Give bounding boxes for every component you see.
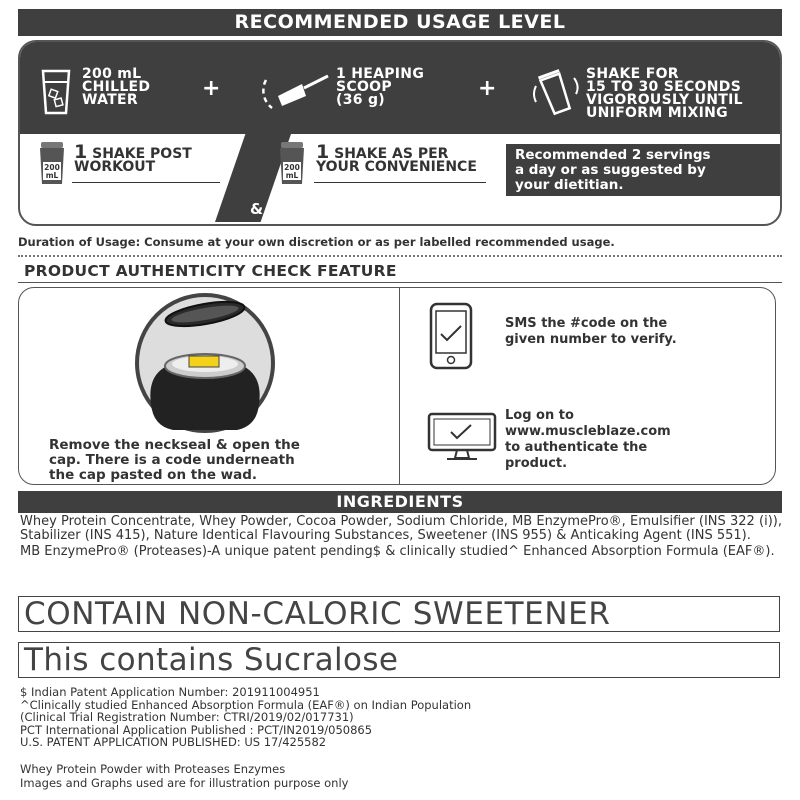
panel-divider bbox=[399, 288, 400, 484]
shake-post-workout: 1 SHAKE POST WORKOUT bbox=[74, 141, 192, 175]
non-caloric-sweetener-notice: CONTAIN NON-CALORIC SWEETENER bbox=[18, 596, 780, 632]
shaker-icon bbox=[532, 66, 582, 118]
separator-line bbox=[18, 282, 782, 283]
bottle-volume-label: 200 mL bbox=[44, 163, 60, 180]
divider-line bbox=[314, 182, 486, 183]
scoop-icon bbox=[258, 66, 332, 116]
usage-panel bbox=[18, 40, 782, 226]
ingredients-title-bar: INGREDIENTS bbox=[18, 491, 782, 513]
sucralose-notice: This contains Sucralose bbox=[18, 642, 780, 678]
dotted-separator bbox=[18, 255, 782, 257]
usage-steps-band bbox=[20, 42, 780, 134]
authenticity-panel bbox=[18, 287, 776, 485]
computer-monitor-icon bbox=[427, 412, 497, 462]
patent-footnotes: $ Indian Patent Application Number: 201911004951 ^Clinically studied Enhanced Absorption Formula (EAF®) on Indian Population (Clinical Trial Registration Number: CTRI/2019/02/017731) PCT International Application Published : PCT/IN2019/050865 U.S. PATENT APPLICATION PUBLISHED: US 17/425582 bbox=[20, 685, 472, 749]
usage-title-bar: RECOMMENDED USAGE LEVEL bbox=[18, 9, 782, 36]
plus-sign: + bbox=[478, 76, 497, 101]
neckseal-instructions: Remove the neckseal & open the cap. There is a code underneath the cap pasted on the wad. bbox=[49, 437, 300, 483]
footer-notes: Whey Protein Powder with Proteases Enzymes Images and Graphs used are for illustration purpose only bbox=[20, 762, 349, 790]
bottle-volume-label: 200 mL bbox=[284, 163, 300, 180]
divider-line bbox=[72, 182, 220, 183]
jar-cap-illustration bbox=[117, 292, 293, 434]
authenticity-title: PRODUCT AUTHENTICITY CHECK FEATURE bbox=[24, 262, 397, 280]
mobile-phone-icon bbox=[429, 302, 473, 370]
duration-of-usage: Duration of Usage: Consume at your own discretion or as per labelled recommended usage. bbox=[18, 235, 615, 249]
step-scoop: 1 HEAPING SCOOP (36 g) bbox=[336, 66, 425, 108]
step-shake: SHAKE FOR 15 TO 30 SECONDS VIGOROUSLY UNTIL UNIFORM MIXING bbox=[586, 66, 743, 121]
website-instructions: Log on to www.muscleblaze.com to authenticate the product. bbox=[505, 408, 671, 471]
ingredients-text bbox=[20, 515, 782, 561]
ingredients-list: Whey Protein Concentrate, Whey Powder, Cocoa Powder, Sodium Chloride, MB EnzymePro®, Emulsifier (INS 322 (i)), Stabilizer (INS 415), Nature Identical Flavouring Substances, Sweetener (INS 955) & Anticaking Agent (INS 551). bbox=[20, 514, 782, 543]
recommended-servings-note: Recommended 2 servings a day or as suggested by your dietitian. bbox=[506, 144, 782, 196]
sms-instructions: SMS the #code on the given number to verify. bbox=[505, 316, 677, 347]
shake-as-per-convenience: 1 SHAKE AS PER YOUR CONVENIENCE bbox=[316, 141, 477, 175]
enzymepro-description: MB EnzymePro® (Proteases)-A unique patent pending$ & clinically studied^ Enhanced Absorption Formula (EAF®). bbox=[20, 544, 775, 559]
water-glass-icon bbox=[40, 68, 72, 116]
ampersand: & bbox=[250, 200, 264, 218]
step-water: 200 mL CHILLED WATER bbox=[82, 66, 151, 108]
plus-sign: + bbox=[202, 76, 221, 101]
